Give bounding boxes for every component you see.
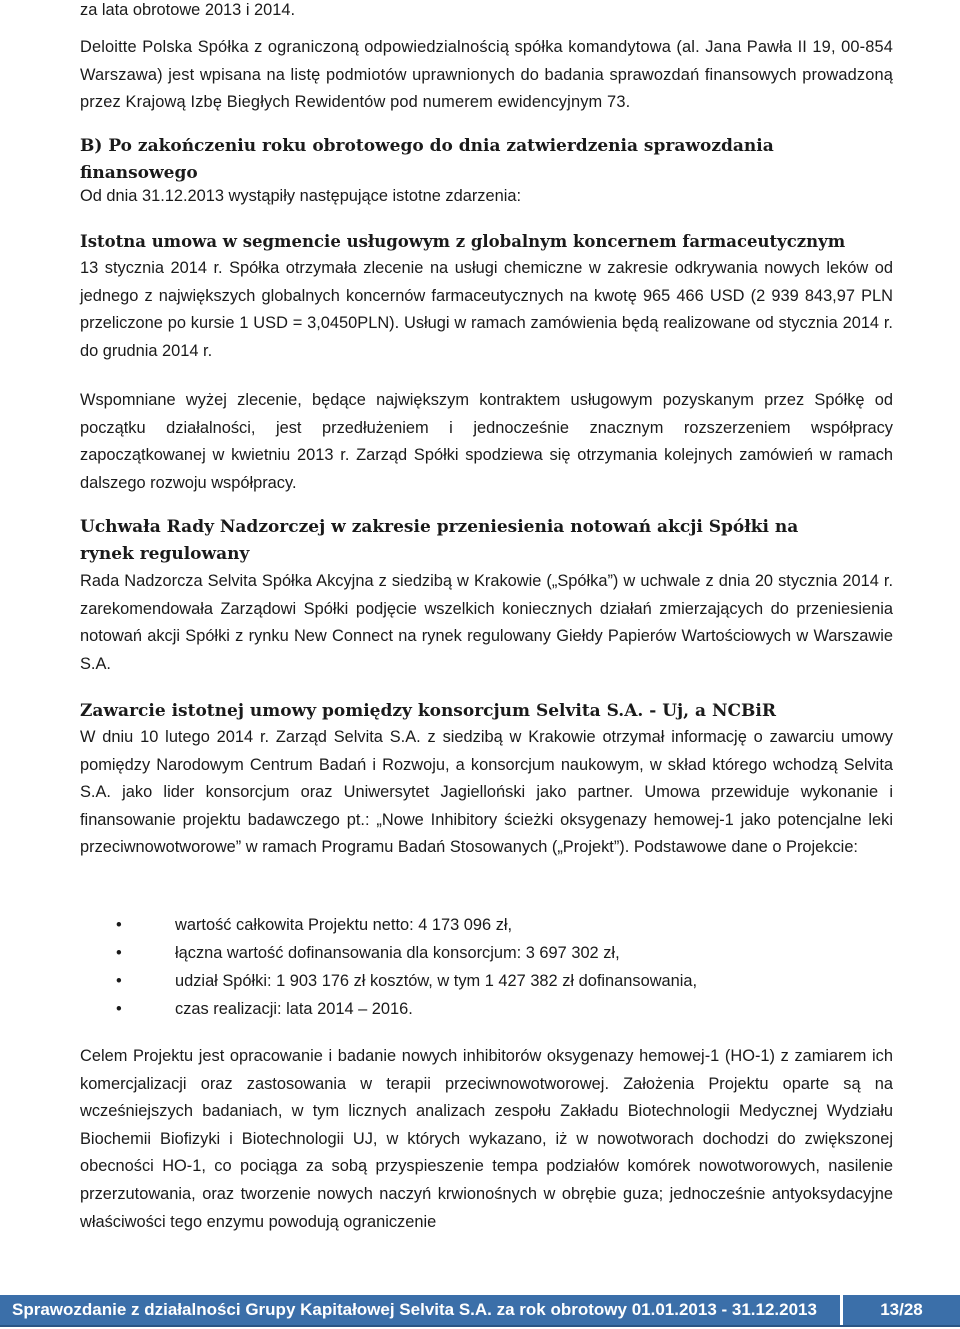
list-item: • łączna wartość dofinansowania dla konsorcjum: 3 697 302 zł,: [80, 939, 893, 967]
bullet-icon: •: [116, 916, 122, 934]
contract-paragraph-1: 13 stycznia 2014 r. Spółka otrzymała zlecenie na usługi chemiczne w zakresie odkrywania nowych leków od jednego z największych globalnych koncernów farmaceutycznych na kwotę 965 466 USD (2 939 843,97 PLN przeliczone po kursie 1 USD = 3,0450PLN). Usługi w ramach zamówienia będą realizowane od stycznia 2014 r. do grudnia 2014 r.: [80, 259, 893, 360]
auditor-paragraph: Deloitte Polska Spółka z ograniczoną odpowiedzialnością spółka komandytowa (al. Jana Pawła II 19, 00-854 Warszawa) jest wpisana na listę podmiotów uprawnionych do badania sprawozdań finansowych prowadzoną przez Krajową Izbę Biegłych Rewidentów pod numerem ewidencyjnym 73.: [80, 38, 893, 112]
footer-title: Sprawozdanie z działalności Grupy Kapitałowej Selvita S.A. za rok obrotowy 01.01.2013 - 31.12.2013: [12, 1300, 817, 1319]
bullet-icon: •: [116, 1000, 122, 1018]
contract-heading: Istotna umowa w segmencie usługowym z globalnym koncernem farmaceutycznym: [80, 232, 846, 251]
contract-paragraph-2: Wspomniane wyżej zlecenie, będące największym kontraktem usługowym pozyskanym przez Spółkę od początku działalności, jest przedłużeniem i jednocześnie znacznym rozszerzeniem współpracy zapoczątkowanej w kwietniu 2013 r. Zarząd Spółki spodziewa się otrzymania kolejnych zamówień w ramach dalszego rozwoju współpracy.: [80, 391, 893, 492]
board-resolution-paragraph: Rada Nadzorcza Selvita Spółka Akcyjna z siedzibą w Krakowie („Spółka”) w uchwale z dnia 20 stycznia 2014 r. zarekomendowała Zarządowi Spółki podjęcie wszelkich koniecznych działań zmierzających do przeniesienia notowań akcji Spółki z rynku New Connect na rynek regulowany Giełdy Papierów Wartościowych w Warszawie S.A.: [80, 572, 893, 673]
board-resolution-heading: Uchwała Rady Nadzorczej w zakresie przeniesienia notowań akcji Spółki na rynek regulowany: [80, 517, 799, 564]
project-facts-list: [80, 911, 893, 1023]
page-footer: [0, 1295, 960, 1329]
page-number: 13/28: [843, 1295, 960, 1325]
project-goal-paragraph: Celem Projektu jest opracowanie i badanie nowych inhibitorów oksygenazy hemowej-1 (HO-1) z zamiarem ich komercjalizacji oraz zastosowania w terapii przeciwnowotworowej. Założenia Projektu oparte są na wcześniejszych badaniach, w tym licznych analizach zespołu Zakładu Biotechnologii Medycznej Wydziału Biochemii Biofizyki i Biotechnologii UJ, w których wykazano, iż w nowotworach dochodzi do zwiększonej obecności HO-1, co pociąga za sobą przyspieszenie tempa podziałów komórek nowotworowych, nasilenie przerzutowania, oraz tworzenie nowych naczyń krwionośnych w obrębie guza; jednocześnie antyoksydacyjne właściwości tego enzymu powodują ograniczenie: [80, 1047, 893, 1231]
section-b-heading: B) Po zakończeniu roku obrotowego do dnia zatwierdzenia sprawozdania finansowego: [80, 136, 774, 183]
footer-divider: [0, 1325, 960, 1327]
consortium-heading: Zawarcie istotnej umowy pomiędzy konsorcjum Selvita S.A. - Uj, a NCBiR: [80, 701, 776, 721]
bullet-icon: •: [116, 972, 122, 990]
footer-title-bar: [0, 1295, 840, 1325]
list-item: • czas realizacji: lata 2014 – 2016.: [80, 995, 893, 1023]
section-b-intro: Od dnia 31.12.2013 wystąpiły następujące istotne zdarzenia:: [80, 187, 522, 205]
bullet-icon: •: [116, 944, 122, 962]
continuation-line: za lata obrotowe 2013 i 2014.: [80, 1, 296, 19]
list-item: • wartość całkowita Projektu netto: 4 173 096 zł,: [80, 911, 893, 939]
consortium-paragraph: W dniu 10 lutego 2014 r. Zarząd Selvita S.A. z siedzibą w Krakowie otrzymał informację o zawarciu umowy pomiędzy Narodowym Centrum Badań i Rozwoju, a konsorcjum naukowym, w skład którego wchodzą Selvita S.A. jako lider konsorcjum oraz Uniwersytet Jagielloński jako partner. Umowa przewiduje wykonanie i finansowanie projektu badawczego pt.: „Nowe Inhibitory ścieżki oksygenazy hemowej-1 jako potencjalne leki przeciwnowotworowe” w ramach Programu Badań Stosowanych („Projekt”). Podstawowe dane o Projekcie:: [80, 728, 893, 857]
list-item: • udział Spółki: 1 903 176 zł kosztów, w tym 1 427 382 zł dofinansowania,: [80, 967, 893, 995]
